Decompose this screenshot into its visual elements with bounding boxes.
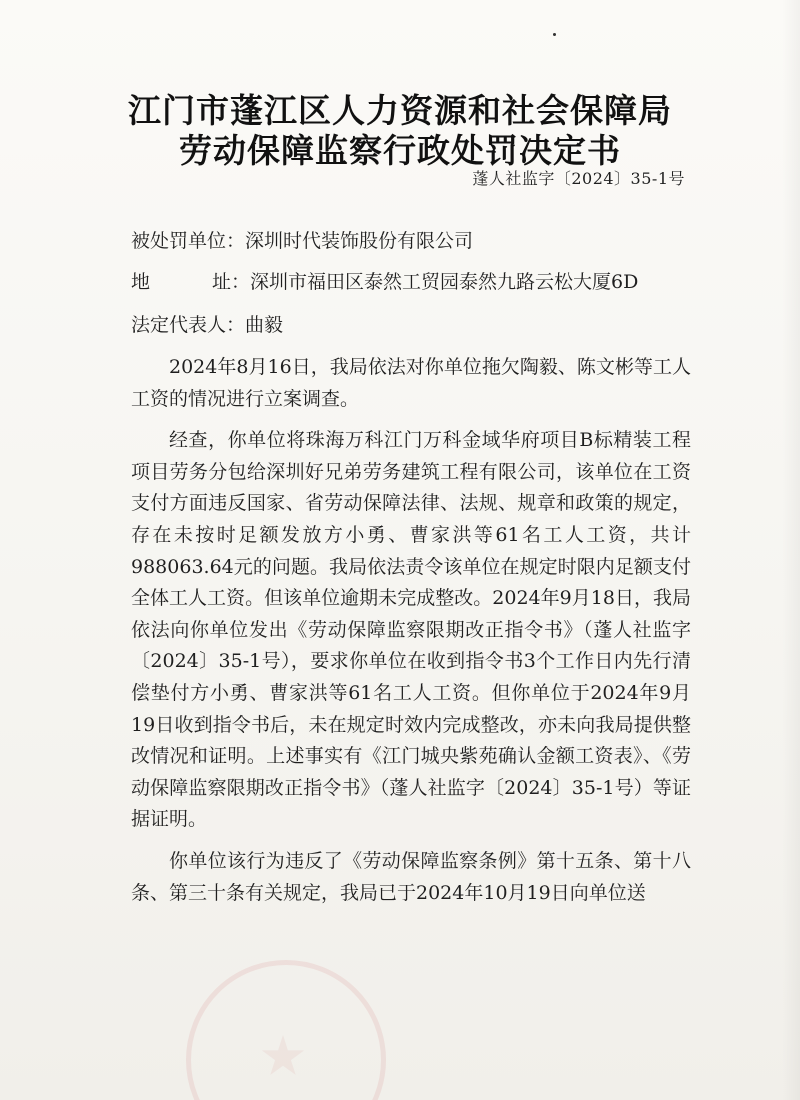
document-body	[131, 352, 691, 909]
address-value: 深圳市福田区泰然工贸园泰然九路云松大厦6D	[250, 271, 639, 293]
legal-representative-label: 法定代表人：	[131, 314, 246, 336]
body-paragraph: 你单位该行为违反了《劳动保障监察条例》第十五条、第十八条、第三十条有关规定，我局已于2024年10月19日向单位送	[131, 849, 691, 904]
legal-representative-row	[131, 312, 283, 338]
penalized-party-value: 深圳时代装饰股份有限公司	[245, 230, 474, 252]
address-label-first: 地	[131, 271, 151, 293]
penalized-party-label: 被处罚单位：	[131, 230, 246, 252]
penalized-party-row	[131, 228, 473, 254]
document-title-line1: 江门市蓬江区人力资源和社会保障局	[128, 91, 672, 130]
body-paragraph: 经查，你单位将珠海万科江门万科金域华府项目B标精装工程项目劳务分包给深圳好兄弟劳务建筑工程有限公司，该单位在工资支付方面违反国家、省劳动保障法律、法规、规章和政策的规定，存在未按时足额发放方小勇、曹家洪等61名工人工资，共计988063.64元的问题。我局依法责令该单位在规定时限内足额支付全体工人工资。但该单位逾期未完成整改。2024年9月18日，我局依法向你单位发出《劳动保障监察限期改正指令书》（蓬人社监字〔2024〕35-1号），要求你单位在收到指令书3个工作日内先行清偿垫付方小勇、曹家洪等61名工人工资。但你单位于2024年9月19日收到指令书后，未在规定时效内完成整改，亦未向我局提供整改情况和证明。上述事实有《江门城央紫苑确认金额工资表》、《劳动保障监察限期改正指令书》（蓬人社监字〔2024〕35-1号）等证据证明。	[131, 429, 691, 831]
legal-representative-value: 曲毅	[245, 314, 284, 336]
address-row	[131, 269, 638, 295]
body-paragraph: 2024年8月16日，我局依法对你单位拖欠陶毅、陈文彬等工人工资的情况进行立案调查。	[131, 356, 691, 410]
document-number: 蓬人社监字〔2024〕35-1号	[472, 169, 685, 188]
address-label-second: 址：	[212, 271, 251, 293]
document-title-line2: 劳动保障监察行政处罚决定书	[179, 131, 621, 170]
official-seal-impression	[186, 960, 386, 1100]
scan-speck	[553, 33, 556, 36]
scan-edge-shadow	[782, 0, 800, 1100]
